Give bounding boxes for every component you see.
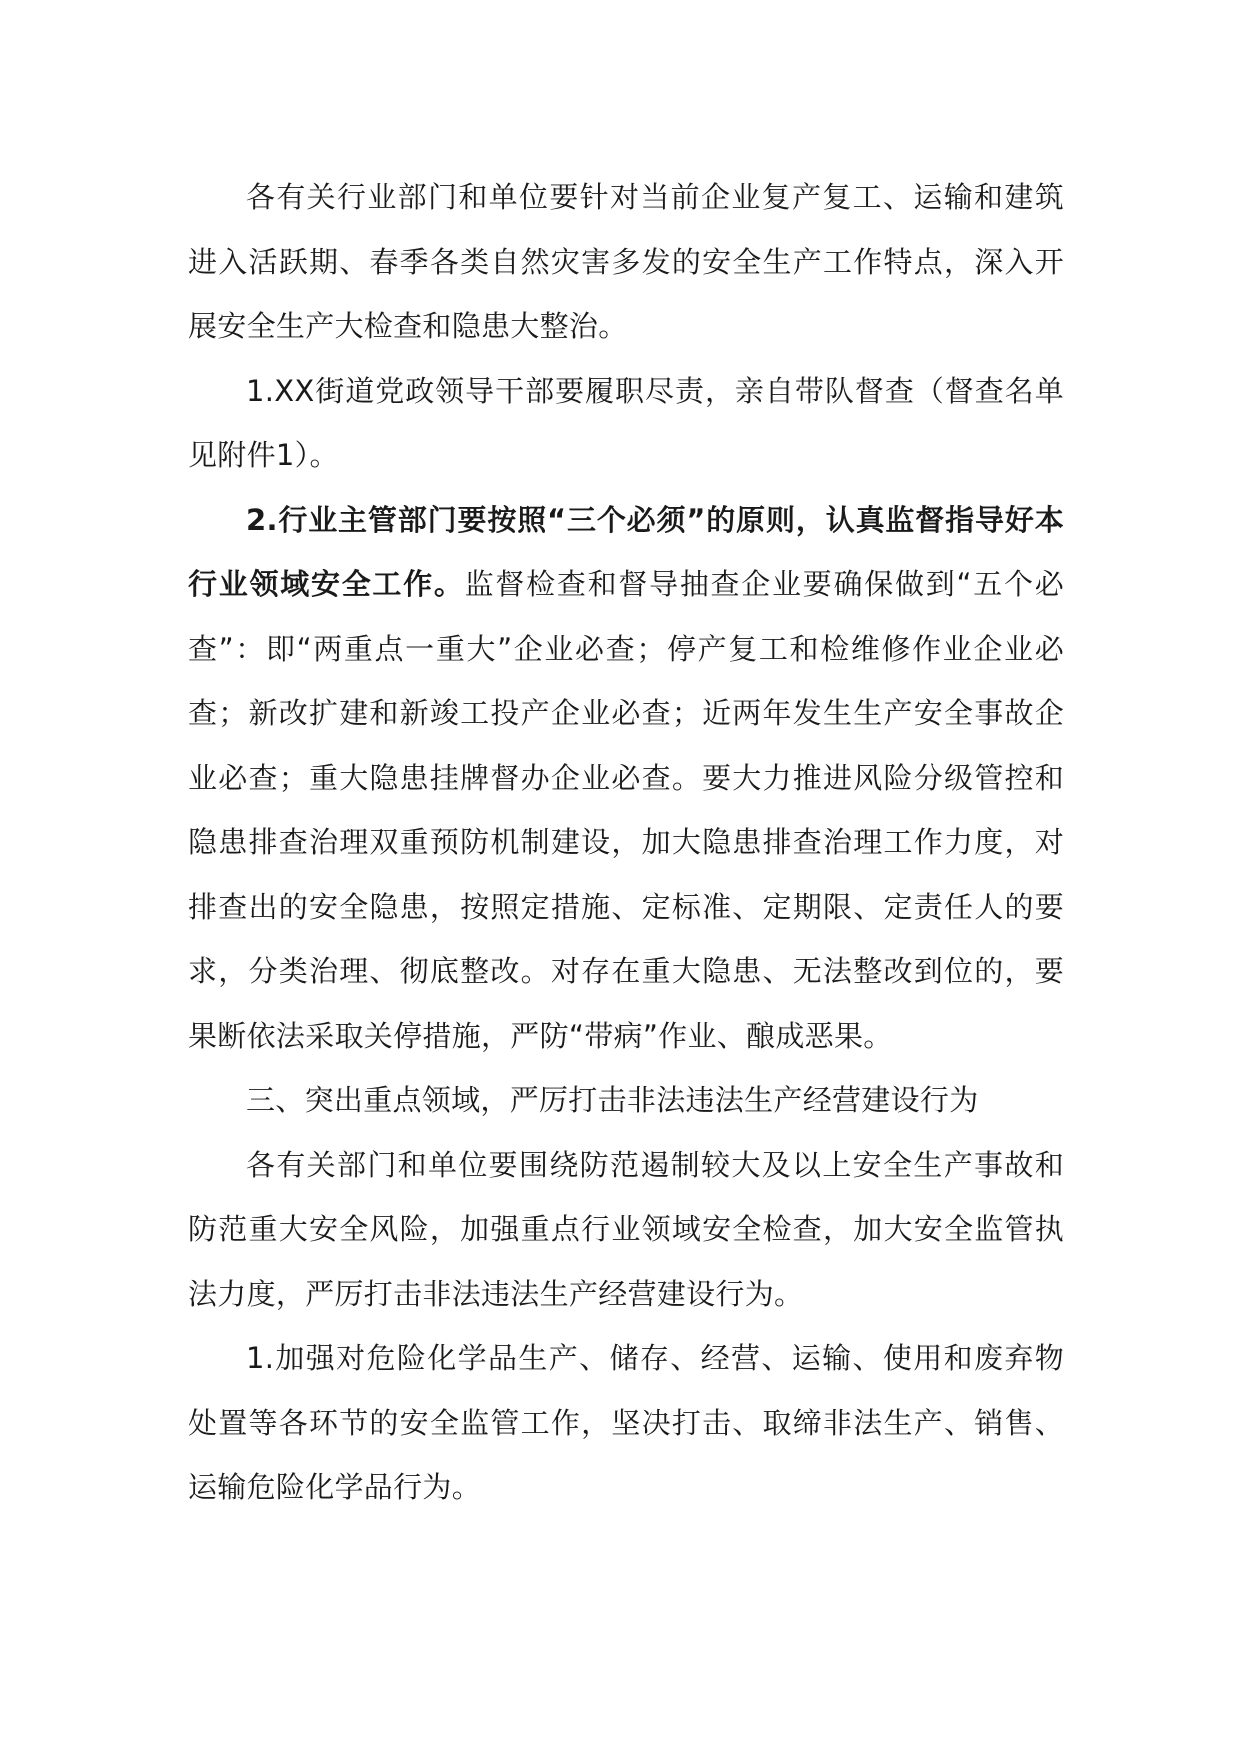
paragraph-section-3-intro (188, 1133, 1064, 1327)
paragraph-inspection-intro (188, 165, 1064, 359)
paragraph-text: 1.加强对危险化学品生产、储存、经营、运输、使用和废弃物处置等各环节的安全监管工作，坚决打击、取缔非法生产、销售、运输危险化学品行为。 (188, 1341, 1064, 1504)
paragraph-item-2-departments (188, 488, 1064, 1069)
section-heading-text: 三、突出重点领域，严厉打击非法违法生产经营建设行为 (246, 1083, 979, 1117)
paragraph-text: 监督检查和督导抽查企业要确保做到“五个必查”：即“两重点一重大”企业必查；停产复工和检维修作业企业必查；新改扩建和新竣工投产企业必查；近两年发生生产安全事故企业必查；重大隐患挂牌督办企业必查。要大力推进风险分级管控和隐患排查治理双重预防机制建设，加大隐患排查治理工作力度，对排查出的安全隐患，按照定措施、定标准、定期限、定责任人的要求，分类治理、彻底整改。对存在重大隐患、无法整改到位的，要果断依法采取关停措施，严防“带病”作业、酿成恶果。 (188, 567, 1065, 1053)
paragraph-text: 各有关行业部门和单位要针对当前企业复产复工、运输和建筑进入活跃期、春季各类自然灾害多发的安全生产工作特点，深入开展安全生产大检查和隐患大整治。 (188, 180, 1064, 343)
paragraph-text: 各有关部门和单位要围绕防范遏制较大及以上安全生产事故和防范重大安全风险，加强重点行业领域安全检查，加大安全监管执法力度，严厉打击非法违法生产经营建设行为。 (188, 1147, 1064, 1311)
paragraph-text: 1.XX街道党政领导干部要履职尽责，亲自带队督查（督查名单见附件1）。 (188, 373, 1064, 472)
document-page (188, 165, 1064, 1520)
paragraph-item-1-chemicals (188, 1326, 1064, 1520)
paragraph-bold-lead: 2.行业主管部门要按照“三个必须”的原则，认真监督指导好本行业领域安全工作。 (188, 502, 1064, 601)
paragraph-item-1-leaders (188, 359, 1064, 488)
section-heading-3 (188, 1068, 1064, 1133)
